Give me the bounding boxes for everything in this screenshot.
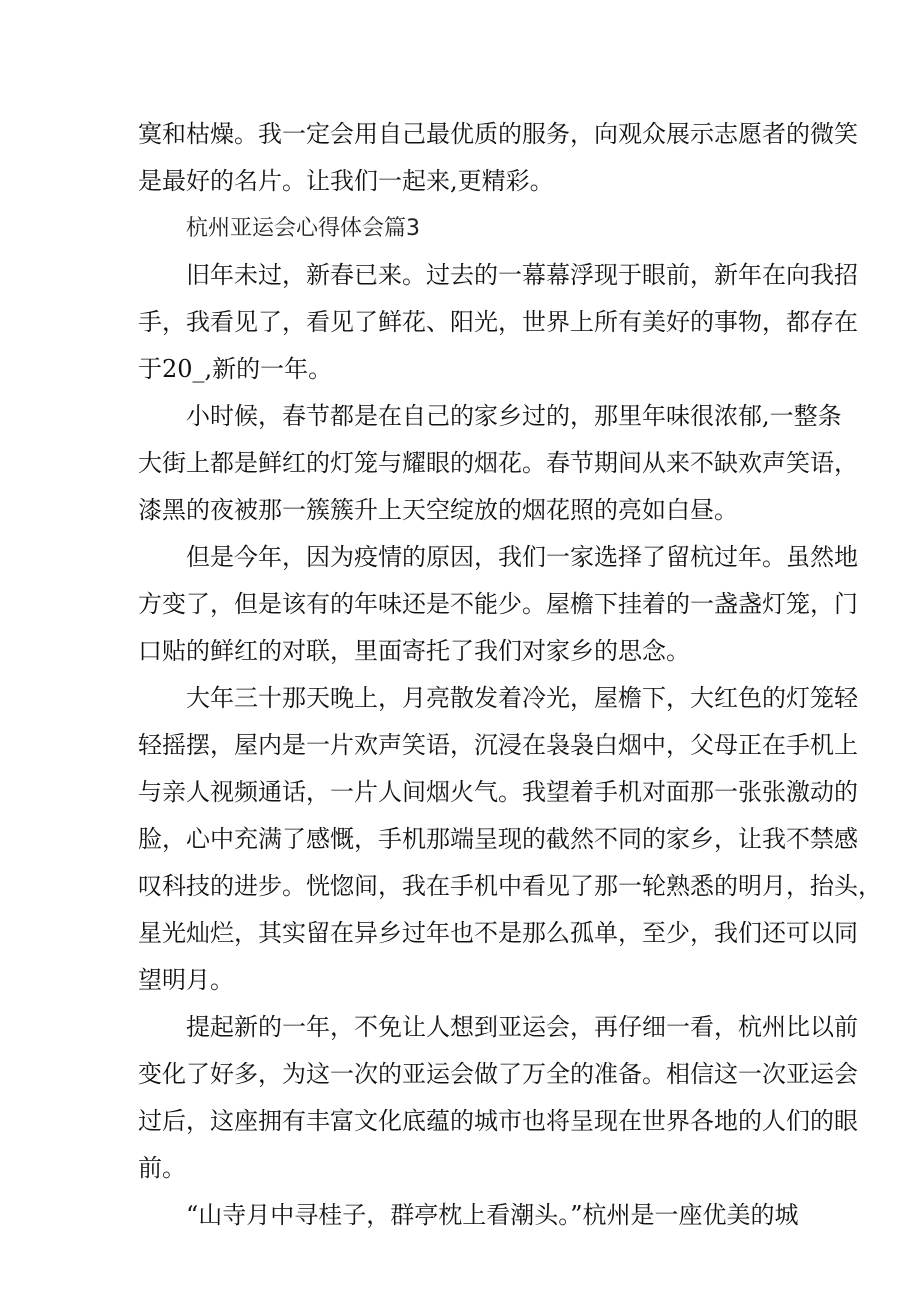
text-line: 大街上都是鲜红的灯笼与耀眼的烟花。春节期间从来不缺欢声笑语， (138, 449, 858, 477)
text-line: 但是今年，因为疫情的原因，我们一家选择了留杭过年。虽然地 (186, 543, 858, 571)
text-line: 轻摇摆，屋内是一片欢声笑语，沉浸在袅袅白烟中，父母正在手机上 (138, 731, 858, 759)
text-line: 提起新的一年，不免让人想到亚运会，再仔细一看，杭州比以前 (186, 1013, 858, 1041)
text-line: 叹科技的进步。恍惚间，我在手机中看见了那一轮熟悉的明月，抬头， (138, 872, 882, 900)
text-line: 手，我看见了，看见了鲜花、阳光，世界上所有美好的事物，都存在 (138, 308, 858, 336)
text-line: 口贴的鲜红的对联，里面寄托了我们对家乡的思念。 (138, 637, 690, 665)
text-line: 大年三十那天晚上，月亮散发着冷光，屋檐下，大红色的灯笼轻 (186, 684, 858, 712)
text-line: 漆黑的夜被那一簇簇升上天空绽放的烟花照的亮如白昼。 (138, 496, 738, 524)
text-line: 前。 (138, 1154, 186, 1182)
text-line: 与亲人视频通话，一片人间烟火气。我望着手机对面那一张张激动的 (138, 778, 858, 806)
section-heading: 杭州亚运会心得体会篇3 (186, 216, 420, 241)
text-line: 过后，这座拥有丰富文化底蕴的城市也将呈现在世界各地的人们的眼 (138, 1107, 858, 1135)
text-line: 寞和枯燥。我一定会用自己最优质的服务，向观众展示志愿者的微笑 (138, 120, 858, 148)
text-line: 是最好的名片。让我们一起来,更精彩。 (138, 167, 554, 195)
document-body (138, 111, 882, 1239)
text-line: 旧年未过，新春已来。过去的一幕幕浮现于眼前，新年在向我招 (186, 261, 858, 289)
text-line: 脸，心中充满了感慨，手机那端呈现的截然不同的家乡，让我不禁感 (138, 825, 858, 853)
text-line: “山寺月中寻桂子，群亭枕上看潮头。”杭州是一座优美的城 (186, 1201, 799, 1229)
text-line: 变化了好多，为这一次的亚运会做了万全的准备。相信这一次亚运会 (138, 1060, 858, 1088)
text-line: 望明月。 (138, 966, 234, 994)
text-line: 星光灿烂，其实留在异乡过年也不是那么孤单，至少，我们还可以同 (138, 919, 858, 947)
text-line: 方变了，但是该有的年味还是不能少。屋檐下挂着的一盏盏灯笼，门 (138, 590, 858, 618)
text-line: 于20_,新的一年。 (138, 355, 333, 383)
text-line: 小时候，春节都是在自己的家乡过的，那里年味很浓郁,一整条 (186, 402, 842, 430)
